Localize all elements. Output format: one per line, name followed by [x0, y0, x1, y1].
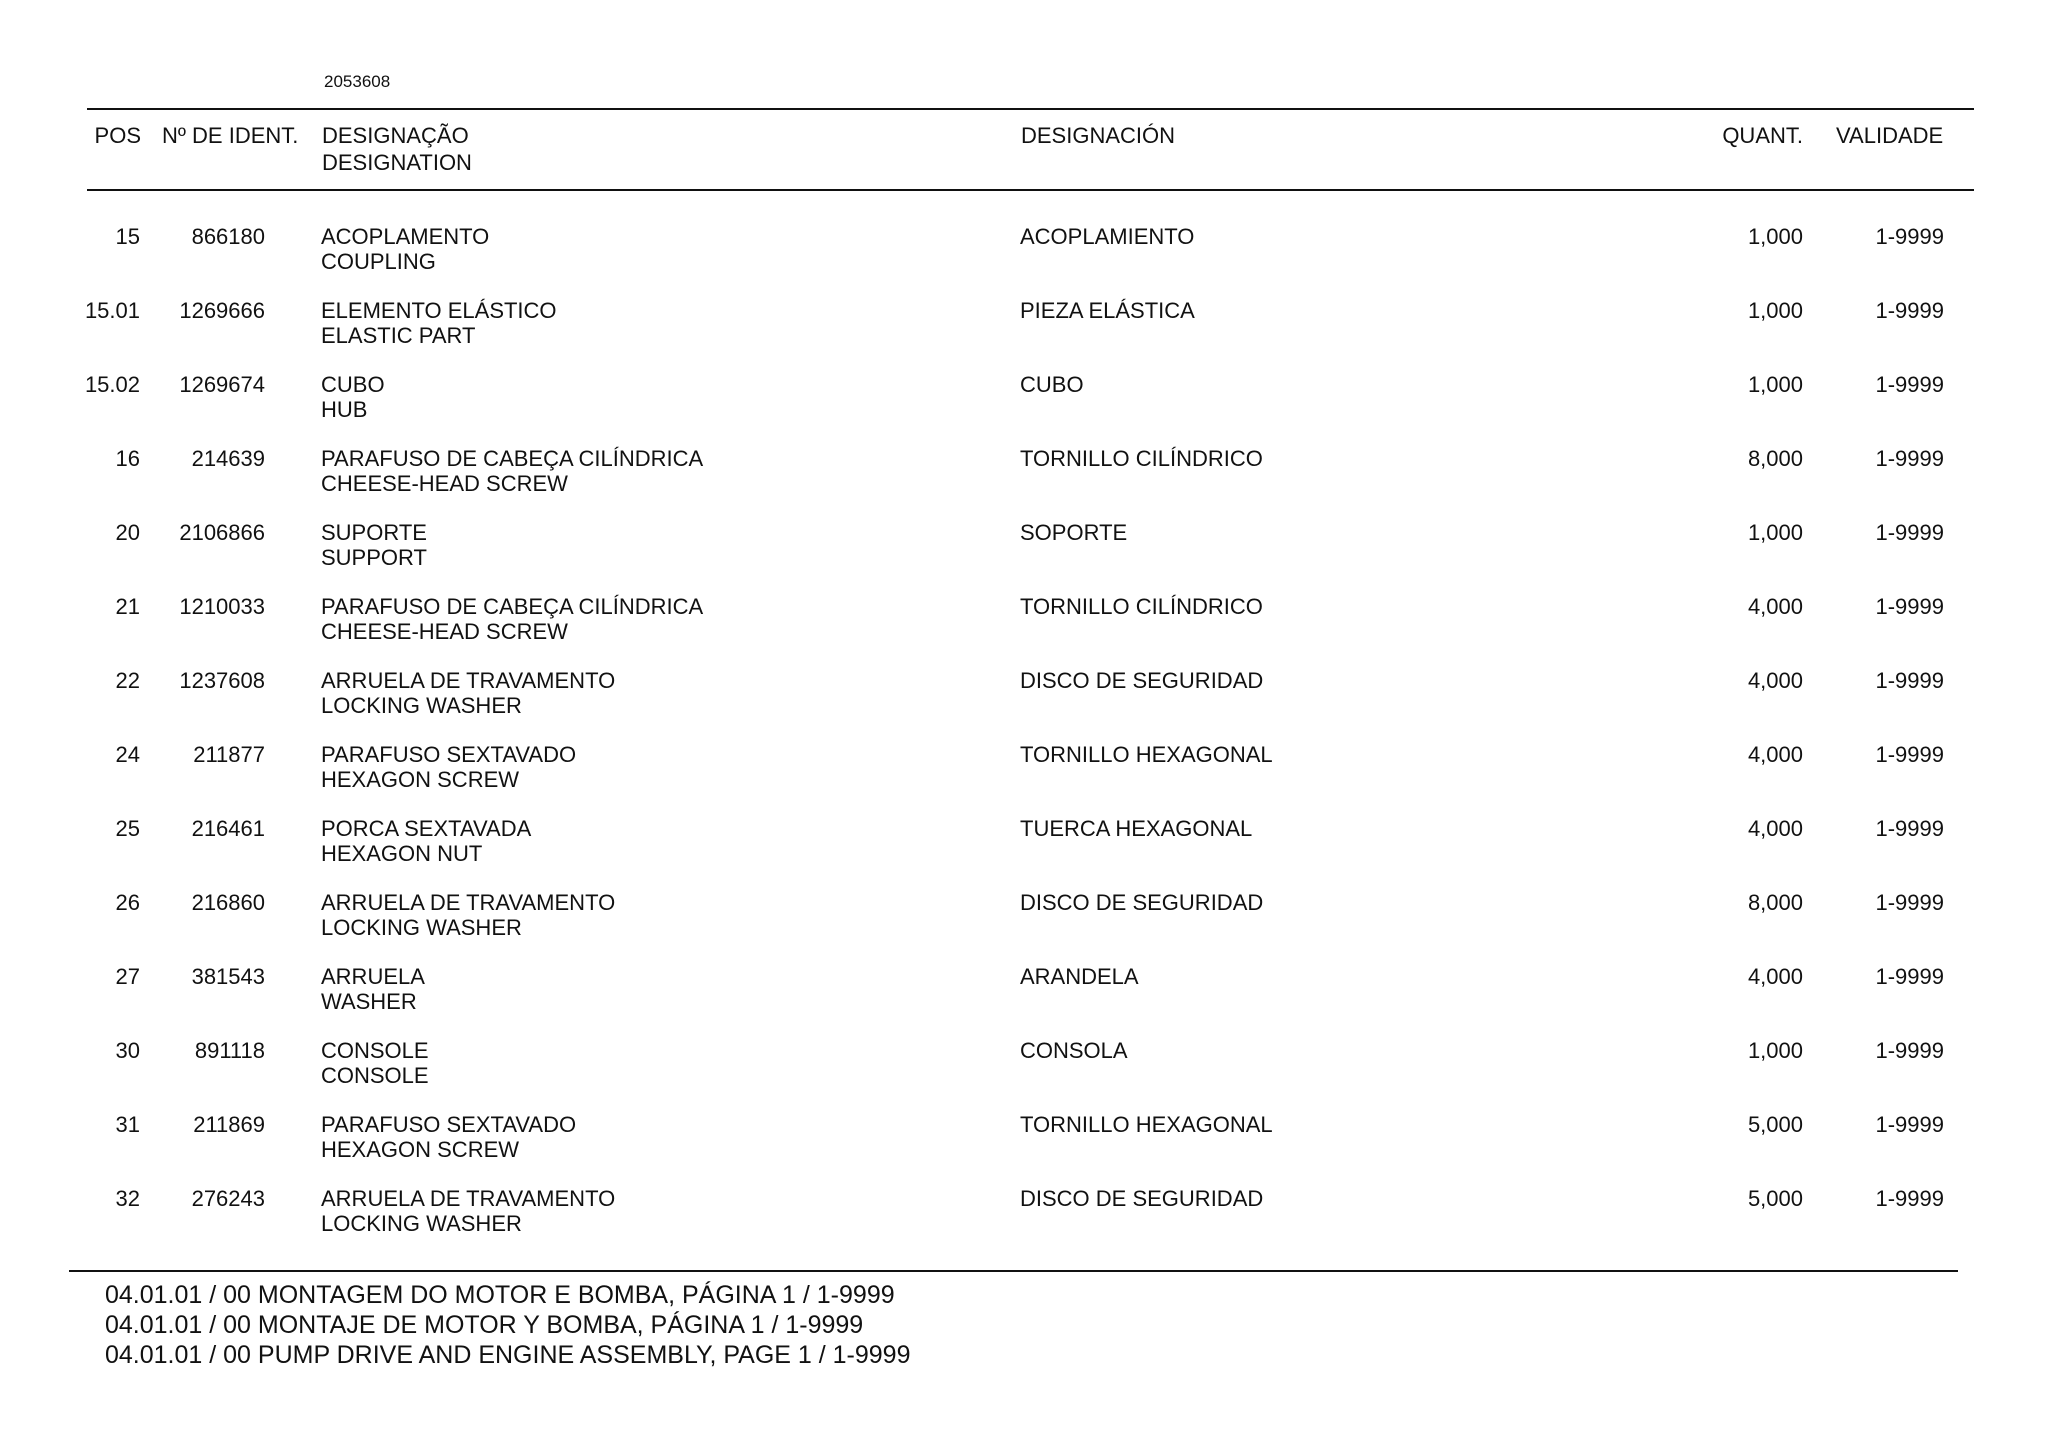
cell-designation-pt: ARRUELA DE TRAVAMENTO	[321, 668, 616, 693]
cell-ident: 276243	[191, 1186, 265, 1211]
cell-validade: 1-9999	[1875, 964, 1944, 989]
cell-designation-en: LOCKING WASHER	[321, 693, 522, 718]
cell-designation-pt: PARAFUSO SEXTAVADO	[321, 1112, 577, 1137]
cell-pos: 15.01	[84, 298, 140, 323]
header-ident: Nº DE IDENT.	[162, 123, 299, 148]
cell-quant: 1,000	[1747, 372, 1803, 397]
cell-designation-pt: CONSOLE	[321, 1038, 429, 1063]
cell-validade: 1-9999	[1875, 1186, 1944, 1211]
table-row	[0, 742, 2048, 816]
table-row	[0, 1038, 2048, 1112]
page-footer	[105, 1280, 910, 1370]
table-row	[0, 964, 2048, 1038]
table-row	[0, 298, 2048, 372]
cell-designation	[321, 890, 971, 940]
header-quant: QUANT.	[1722, 123, 1803, 148]
cell-quant: 4,000	[1747, 816, 1803, 841]
cell-designation	[321, 224, 971, 274]
cell-validade: 1-9999	[1875, 742, 1944, 767]
cell-ident: 1210033	[179, 594, 265, 619]
cell-designacion: DISCO DE SEGURIDAD	[1020, 1186, 1264, 1211]
cell-pos: 15	[115, 224, 140, 249]
cell-designation-pt: SUPORTE	[321, 520, 427, 545]
cell-designacion: PIEZA ELÁSTICA	[1020, 298, 1195, 323]
cell-quant: 4,000	[1747, 742, 1803, 767]
cell-validade: 1-9999	[1875, 298, 1944, 323]
cell-validade: 1-9999	[1875, 890, 1944, 915]
document-number: 2053608	[324, 72, 391, 91]
cell-designation-en: WASHER	[321, 989, 417, 1014]
cell-designacion: DISCO DE SEGURIDAD	[1020, 890, 1264, 915]
cell-designacion: TORNILLO HEXAGONAL	[1020, 1112, 1273, 1137]
table-row	[0, 224, 2048, 298]
cell-designation-pt: ARRUELA	[321, 964, 425, 989]
cell-ident: 1269674	[179, 372, 265, 397]
cell-designation-pt: PARAFUSO DE CABEÇA CILÍNDRICA	[321, 446, 704, 471]
cell-designacion: TORNILLO CILÍNDRICO	[1020, 446, 1263, 471]
cell-pos: 32	[115, 1186, 140, 1211]
cell-quant: 4,000	[1747, 668, 1803, 693]
cell-validade: 1-9999	[1875, 1112, 1944, 1137]
cell-quant: 1,000	[1747, 224, 1803, 249]
cell-designacion: TUERCA HEXAGONAL	[1020, 816, 1253, 841]
cell-quant: 5,000	[1747, 1112, 1803, 1137]
cell-designation-en: HEXAGON NUT	[321, 841, 483, 866]
table-row	[0, 1112, 2048, 1186]
cell-designation-en: CHEESE-HEAD SCREW	[321, 619, 568, 644]
cell-quant: 1,000	[1747, 1038, 1803, 1063]
header-designacion: DESIGNACIÓN	[1021, 123, 1176, 148]
cell-pos: 31	[115, 1112, 140, 1137]
header-designacao	[322, 122, 972, 176]
cell-validade: 1-9999	[1875, 520, 1944, 545]
table-row	[0, 520, 2048, 594]
cell-ident: 381543	[191, 964, 265, 989]
cell-designation-en: HUB	[321, 397, 368, 422]
cell-designation-en: ELASTIC PART	[321, 323, 476, 348]
cell-designacion: CUBO	[1020, 372, 1084, 397]
cell-validade: 1-9999	[1875, 372, 1944, 397]
cell-validade: 1-9999	[1875, 446, 1944, 471]
cell-designacion: TORNILLO CILÍNDRICO	[1020, 594, 1263, 619]
cell-pos: 26	[115, 890, 140, 915]
cell-pos: 30	[115, 1038, 140, 1063]
parts-table-body	[0, 224, 2048, 1260]
cell-designation-en: HEXAGON SCREW	[321, 1137, 520, 1162]
cell-designation	[321, 1112, 971, 1162]
cell-designation	[321, 372, 971, 422]
cell-pos: 21	[115, 594, 140, 619]
cell-quant: 4,000	[1747, 594, 1803, 619]
cell-designation	[321, 594, 971, 644]
cell-designation-pt: ARRUELA DE TRAVAMENTO	[321, 1186, 616, 1211]
cell-ident: 211869	[193, 1112, 265, 1137]
cell-designation-en: LOCKING WASHER	[321, 1211, 522, 1236]
cell-designation-en: SUPPORT	[321, 545, 427, 570]
cell-designation-pt: ARRUELA DE TRAVAMENTO	[321, 890, 616, 915]
cell-pos: 20	[115, 520, 140, 545]
cell-designation-pt: PARAFUSO SEXTAVADO	[321, 742, 577, 767]
cell-designacion: DISCO DE SEGURIDAD	[1020, 668, 1264, 693]
cell-designation-pt: ELEMENTO ELÁSTICO	[321, 298, 557, 323]
cell-designation	[321, 1038, 971, 1088]
cell-designacion: ARANDELA	[1020, 964, 1139, 989]
cell-designation	[321, 446, 971, 496]
cell-ident: 1269666	[179, 298, 265, 323]
cell-designation	[321, 668, 971, 718]
cell-designation-en: CHEESE-HEAD SCREW	[321, 471, 568, 496]
cell-ident: 216860	[191, 890, 265, 915]
cell-validade: 1-9999	[1875, 1038, 1944, 1063]
cell-designacion: CONSOLA	[1020, 1038, 1128, 1063]
cell-ident: 891118	[194, 1038, 265, 1063]
footer-rule	[69, 1270, 1958, 1272]
cell-pos: 22	[115, 668, 140, 693]
cell-validade: 1-9999	[1875, 224, 1944, 249]
header-top-rule	[87, 108, 1974, 110]
cell-validade: 1-9999	[1875, 668, 1944, 693]
table-row	[0, 594, 2048, 668]
header-validade: VALIDADE	[1836, 123, 1944, 148]
cell-ident: 1237608	[179, 668, 265, 693]
cell-quant: 8,000	[1747, 446, 1803, 471]
cell-pos: 25	[115, 816, 140, 841]
cell-ident: 211877	[193, 742, 265, 767]
cell-designation	[321, 742, 971, 792]
table-row	[0, 372, 2048, 446]
cell-designation	[321, 1186, 971, 1236]
cell-designation-en: CONSOLE	[321, 1063, 429, 1088]
cell-designacion: SOPORTE	[1020, 520, 1128, 545]
cell-pos: 24	[115, 742, 140, 767]
table-row	[0, 890, 2048, 964]
table-row	[0, 668, 2048, 742]
footer-line-pt: 04.01.01 / 00 MONTAGEM DO MOTOR E BOMBA, PÁGINA 1 / 1-9999	[105, 1281, 895, 1309]
table-row	[0, 446, 2048, 520]
header-designacao-pt: DESIGNAÇÃO	[322, 123, 469, 148]
cell-designation-pt: ACOPLAMENTO	[321, 224, 490, 249]
header-bottom-rule	[87, 189, 1974, 191]
cell-quant: 4,000	[1747, 964, 1803, 989]
cell-designation-en: HEXAGON SCREW	[321, 767, 520, 792]
cell-designation-en: COUPLING	[321, 249, 436, 274]
cell-pos: 16	[115, 446, 140, 471]
cell-designation	[321, 520, 971, 570]
cell-ident: 216461	[191, 816, 265, 841]
cell-ident: 866180	[191, 224, 265, 249]
header-designation-en: DESIGNATION	[322, 150, 472, 175]
cell-validade: 1-9999	[1875, 594, 1944, 619]
table-row	[0, 816, 2048, 890]
cell-ident: 2106866	[179, 520, 265, 545]
cell-designation-pt: CUBO	[321, 372, 385, 397]
cell-designation	[321, 816, 971, 866]
cell-designation	[321, 298, 971, 348]
cell-designation-pt: PARAFUSO DE CABEÇA CILÍNDRICA	[321, 594, 704, 619]
cell-pos: 15.02	[84, 372, 140, 397]
footer-line-en: 04.01.01 / 00 PUMP DRIVE AND ENGINE ASSEMBLY, PAGE 1 / 1-9999	[105, 1341, 911, 1369]
footer-line-es: 04.01.01 / 00 MONTAJE DE MOTOR Y BOMBA, PÁGINA 1 / 1-9999	[105, 1311, 864, 1339]
cell-ident: 214639	[191, 446, 265, 471]
cell-designacion: TORNILLO HEXAGONAL	[1020, 742, 1273, 767]
cell-pos: 27	[115, 964, 140, 989]
cell-quant: 1,000	[1747, 298, 1803, 323]
cell-designation-en: LOCKING WASHER	[321, 915, 522, 940]
cell-quant: 5,000	[1747, 1186, 1803, 1211]
cell-designacion: ACOPLAMIENTO	[1020, 224, 1195, 249]
cell-quant: 8,000	[1747, 890, 1803, 915]
cell-designation	[321, 964, 971, 1014]
header-pos: POS	[94, 123, 141, 148]
cell-validade: 1-9999	[1875, 816, 1944, 841]
cell-designation-pt: PORCA SEXTAVADA	[321, 816, 532, 841]
table-row	[0, 1186, 2048, 1260]
cell-quant: 1,000	[1747, 520, 1803, 545]
